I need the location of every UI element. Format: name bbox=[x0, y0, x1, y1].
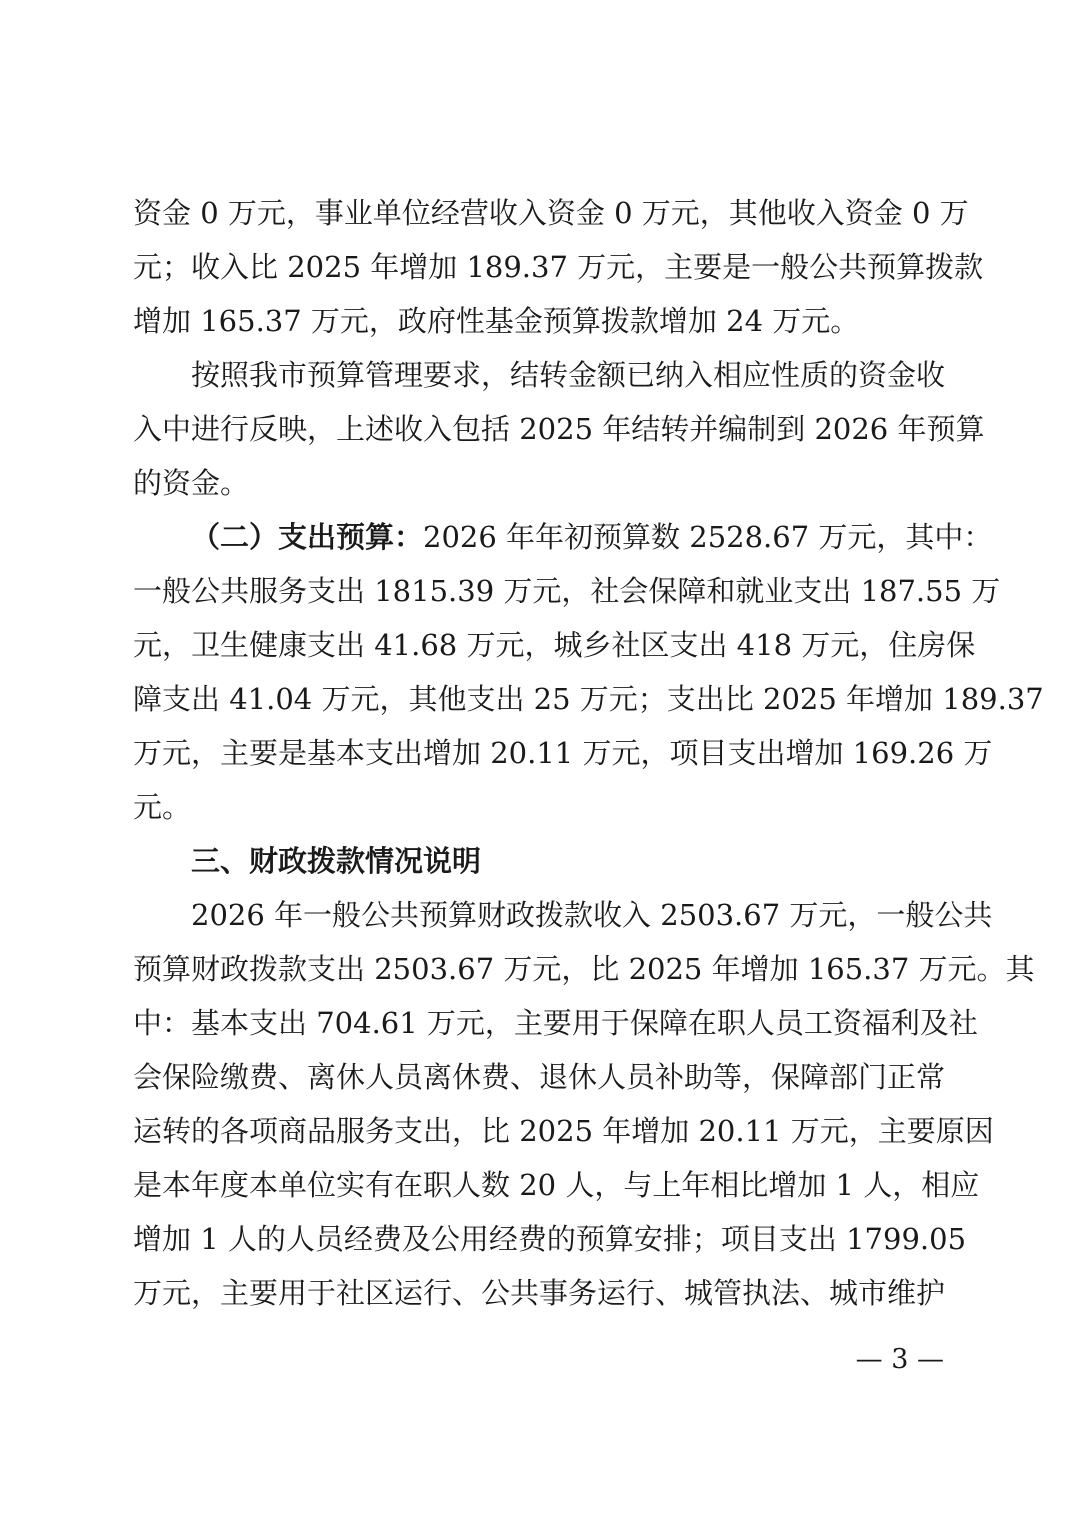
page-number: — 3 — bbox=[855, 1344, 944, 1375]
paragraph-line: 万元，主要用于社区运行、公共事务运行、城管执法、城市维护 bbox=[133, 1276, 946, 1310]
paragraph-line: 中：基本支出 704.61 万元，主要用于保障在职人员工资福利及社 bbox=[133, 1006, 978, 1040]
section-heading: 三、财政拨款情况说明 bbox=[191, 844, 482, 878]
paragraph-line: 运转的各项商品服务支出，比 2025 年增加 20.11 万元，主要原因 bbox=[133, 1114, 994, 1148]
paragraph-line: 资金 0 万元，事业单位经营收入资金 0 万元，其他收入资金 0 万 bbox=[133, 196, 969, 230]
paragraph-line: 预算财政拨款支出 2503.67 万元，比 2025 年增加 165.37 万元。其 bbox=[133, 952, 1035, 986]
paragraph-line: 2026 年一般公共预算财政拨款收入 2503.67 万元，一般公共 bbox=[191, 898, 993, 932]
paragraph-line: 元；收入比 2025 年增加 189.37 万元，主要是一般公共预算拨款 bbox=[133, 250, 984, 284]
paragraph-line: 元。 bbox=[133, 790, 192, 824]
expenditure-budget-text: 2026 年年初预算数 2528.67 万元，其中： bbox=[423, 520, 993, 554]
paragraph-line: 障支出 41.04 万元，其他支出 25 万元；支出比 2025 年增加 189.37 bbox=[133, 682, 1044, 716]
paragraph-line: 万元，主要是基本支出增加 20.11 万元，项目支出增加 169.26 万 bbox=[133, 736, 993, 770]
paragraph-line: 是本年度本单位实有在职人数 20 人，与上年相比增加 1 人，相应 bbox=[133, 1168, 980, 1202]
paragraph-line: 一般公共服务支出 1815.39 万元，社会保障和就业支出 187.55 万 bbox=[133, 574, 1001, 608]
paragraph-line: 按照我市预算管理要求，结转金额已纳入相应性质的资金收 bbox=[191, 358, 946, 392]
expenditure-budget-line bbox=[191, 511, 993, 564]
paragraph-line: 的资金。 bbox=[133, 466, 250, 500]
paragraph-line: 元，卫生健康支出 41.68 万元，城乡社区支出 418 万元，住房保 bbox=[133, 628, 976, 662]
paragraph-line: 入中进行反映，上述收入包括 2025 年结转并编制到 2026 年预算 bbox=[133, 412, 985, 446]
paragraph-line: 增加 1 人的人员经费及公用经费的预算安排；项目支出 1799.05 bbox=[133, 1222, 967, 1256]
expenditure-budget-heading: （二）支出预算： bbox=[191, 520, 424, 554]
paragraph-line: 会保险缴费、离休人员离休费、退休人员补助等，保障部门正常 bbox=[133, 1060, 946, 1094]
paragraph-line: 增加 165.37 万元，政府性基金预算拨款增加 24 万元。 bbox=[133, 304, 860, 338]
